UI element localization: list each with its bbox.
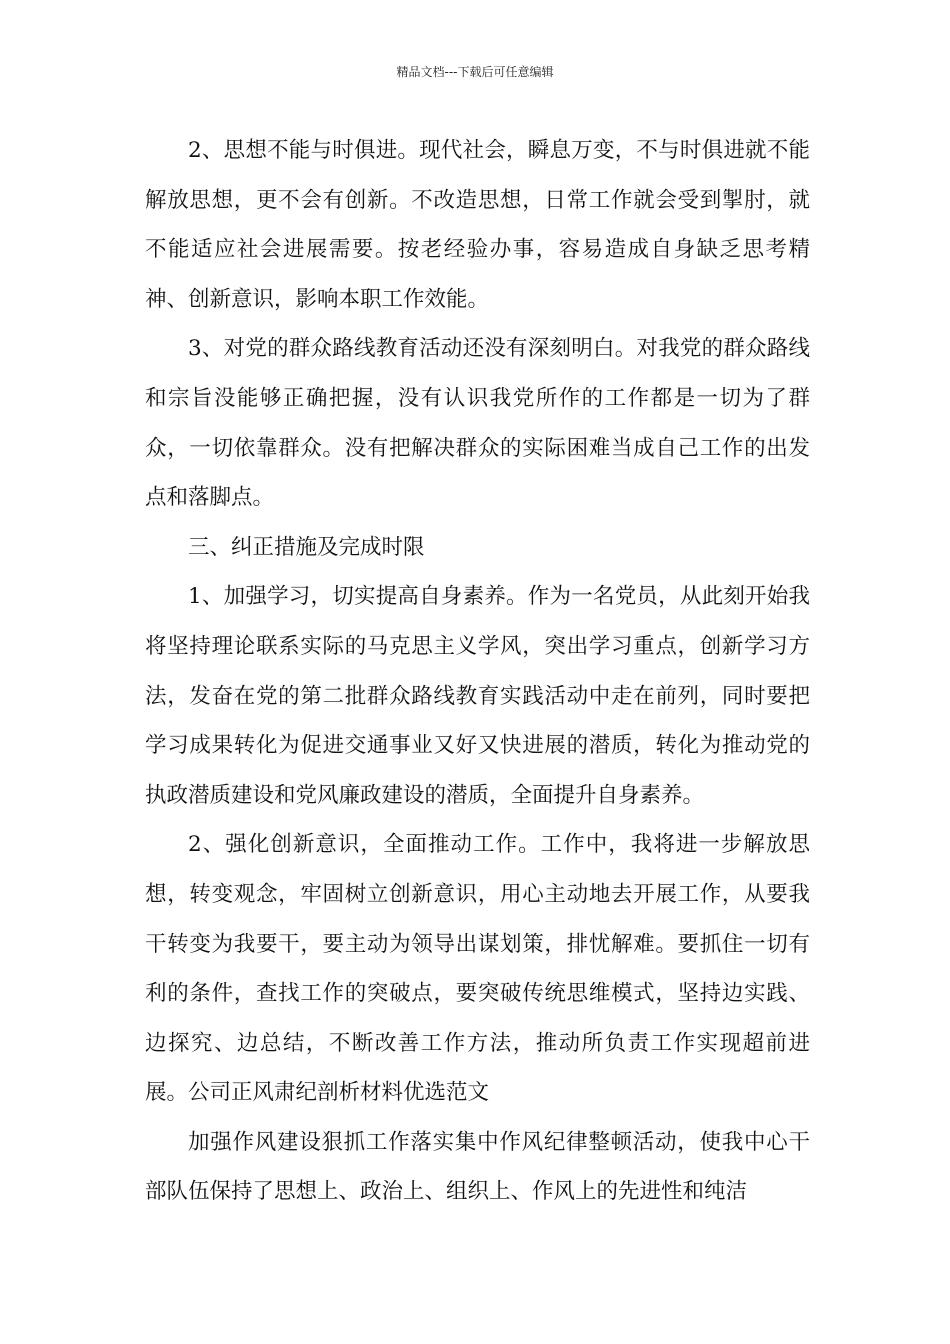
section-heading-corrective-measures: 三、纠正措施及完成时限 <box>188 534 425 560</box>
paragraph-thought-progress: 2、思想不能与时俱进。现代社会，瞬息万变，不与时俱进就不能解放思想，更不会有创新。不改造思想，日常工作就会受到掣肘，就不能适应社会进展需要。按老经验办事，容易造成自身缺乏思考精神、创新意识，影响本职工作效能。 <box>145 138 810 312</box>
page-header: 精品文档---下载后可任意编辑 <box>396 65 554 79</box>
paragraph-work-style-building: 加强作风建设狠抓工作落实集中作风纪律整顿活动，使我中心干部队伍保持了思想上、政治上、组织上、作风上的先进性和纯洁 <box>145 1129 810 1205</box>
document-body <box>145 126 810 1217</box>
paragraph-mass-line-understanding: 3、对党的群众路线教育活动还没有深刻明白。对我党的群众路线和宗旨没能够正确把握，没有认识我党所作的工作都是一切为了群众，一切依靠群众。没有把解决群众的实际困难当成自己工作的出发点和落脚点。 <box>145 336 810 511</box>
paragraph-strengthen-study: 1、加强学习，切实提高自身素养。作为一名党员，从此刻开始我将坚持理论联系实际的马克思主义学风，突出学习重点，创新学习方法，发奋在党的第二批群众路线教育实践活动中走在前列，同时要把学习成果转化为促进交通事业又好又快进展的潜质，转化为推动党的执政潜质建设和党风廉政建设的潜质，全面提升自身素养。 <box>145 584 810 808</box>
paragraph-innovation-awareness: 2、强化创新意识，全面推动工作。工作中，我将进一步解放思想，转变观念，牢固树立创新意识，用心主动地去开展工作，从要我干转变为我要干，要主动为领导出谋划策，排忧解难。要抓住一切有利的条件，查找工作的突破点，要突破传统思维模式，坚持边实践、边探究、边总结，不断改善工作方法，推动所负责工作实现超前进展。公司正风肃纪剖析材料优选范文 <box>145 832 810 1106</box>
